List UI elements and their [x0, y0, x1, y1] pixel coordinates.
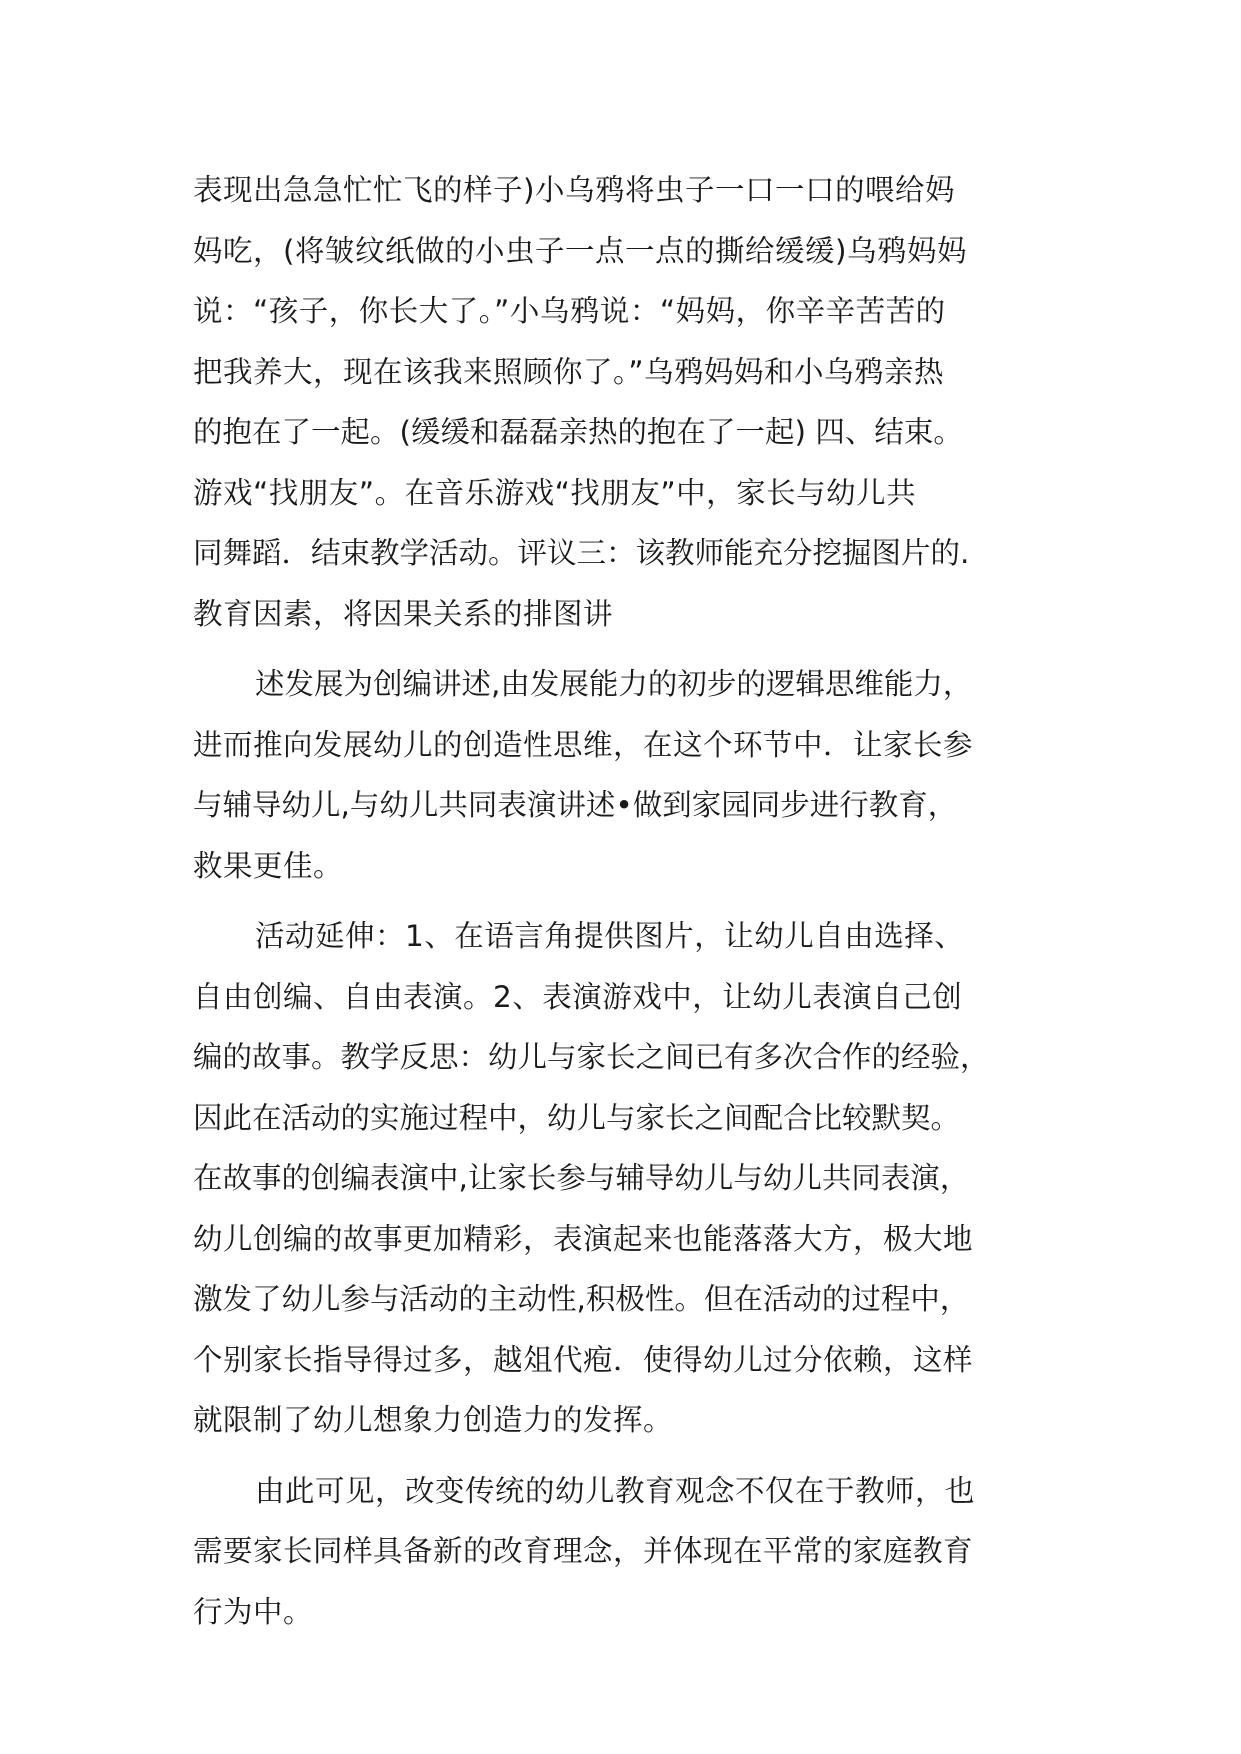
text-line: 幼儿创编的故事更加精彩，表演起来也能落落大方，极大地: [193, 1221, 974, 1256]
text-line: 就限制了幼儿想象力创造力的发挥。: [193, 1403, 674, 1437]
text-line: 在故事的创编表演中,让家长参与辅导幼儿与幼儿共同表演，: [193, 1161, 970, 1195]
text-line: 说：“孩子，你长大了。”小乌鸦说：“妈妈，你辛辛苦苦的: [193, 294, 946, 328]
text-line: 把我养大，现在该我来照顾你了。”乌鸦妈妈和小乌鸦亲热: [193, 354, 945, 389]
text-line: 的抱在了一起。(缓缓和磊磊亲热的抱在了一起) 四、结束。: [193, 415, 963, 449]
text-line: 自由创编、自由表演。2、表演游戏中，让幼儿表演自己创: [193, 979, 963, 1014]
paragraph-4: [193, 1461, 1053, 1643]
text-line: 与辅导幼儿,与幼儿共同表演讲述•做到家园同步进行教育，: [193, 788, 958, 822]
paragraph-spacer: [193, 644, 1053, 654]
text-line: 游戏“找朋友”。在音乐游戏“找朋友”中，家长与幼儿共: [193, 475, 917, 510]
text-line: 表现出急急忙忙飞的样子)小乌鸦将虫子一口一口的喂给妈: [193, 173, 956, 207]
paragraph-2: [193, 654, 1053, 896]
text-line: 因此在活动的实施过程中，幼儿与家长之间配合比较默契。: [193, 1100, 961, 1135]
text-line: 进而推向发展幼儿的创造性思维，在这个环节中．让家长参: [193, 727, 974, 762]
paragraph-1: [193, 160, 1053, 644]
paragraph-spacer: [193, 1451, 1053, 1461]
text-line: 需要家长同样具备新的改育理念，并体现在平常的家庭教育: [193, 1534, 974, 1568]
text-line: 激发了幼儿参与活动的主动性,积极性。但在活动的过程中，: [193, 1282, 970, 1316]
text-line: 活动延伸：1、在语言角提供图片，让幼儿自由选择、: [255, 919, 965, 953]
text-line: 由此可见，改变传统的幼儿教育观念不仅在于教师，也: [255, 1473, 976, 1508]
text-line: 述发展为创编讲述,由发展能力的初步的逻辑思维能力，: [255, 667, 973, 701]
text-line: 妈吃，(将皱纹纸做的小虫子一点一点的撕给缓缓)乌鸦妈妈: [193, 233, 968, 268]
text-line: 教育因素，将因果关系的排图讲: [193, 596, 614, 631]
text-line: 行为中。: [193, 1594, 314, 1629]
text-line: 编的故事。教学反思：幼儿与家长之间已有多次合作的经验，: [193, 1040, 990, 1074]
paragraph-spacer: [193, 896, 1053, 906]
document-body: [193, 160, 1053, 1642]
text-line: 个别家长指导得过多，越俎代疱．使得幼儿过分依赖，这样: [193, 1342, 974, 1377]
text-line: 救果更佳。: [193, 848, 344, 883]
text-line: 同舞蹈．结束教学活动。评议三：该教师能充分挖掘图片的.: [193, 536, 970, 570]
paragraph-3: [193, 906, 1053, 1451]
